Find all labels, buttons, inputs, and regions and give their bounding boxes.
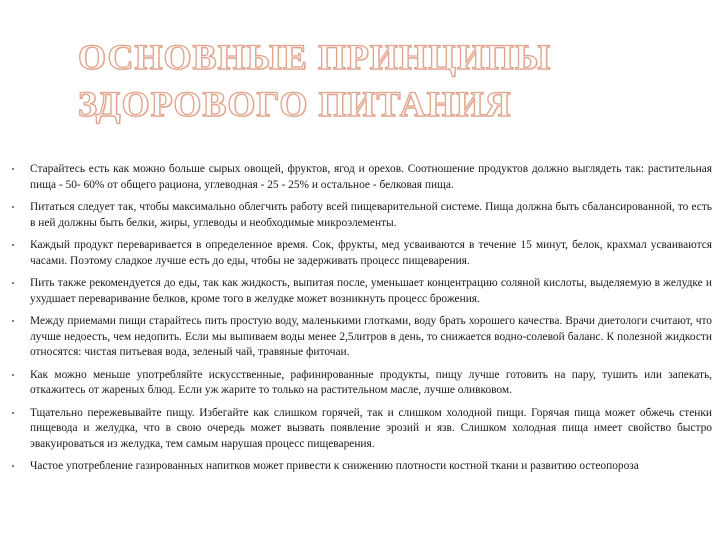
list-item (8, 459, 712, 475)
list-item-text: Между приемами пищи старайтесь пить простую воду, маленькими глотками, воду брать хорошего качества. Врачи диетологи считают, что лучше недоесть, чем недопить. Если мы выпиваем воды менее 2,5литров в день, то снижается водно-солевой баланс. К полезной жидкости относятся: чистая питьевая вода, зеленый чай, травяные фиточаи. (30, 315, 712, 358)
list-item-text: Каждый продукт переваривается в определенное время. Сок, фрукты, мед усваиваются в течение 15 минут, белок, крахмал усваиваются часами. Поэтому сладкое лучше есть до еды, чтобы не задерживать процесс пищеварения. (30, 239, 712, 267)
list-item-text: Питаться следует так, чтобы максимально облегчить работу всей пищеварительной системе. Пища должна быть сбалансированной, то есть в ней должны быть белки, жиры, углеводы и необходимые микроэлементы. (30, 201, 712, 229)
bullet-icon: • (11, 203, 15, 212)
title-line-1: ОСНОВНЫЕ ПРИНЦИПЫ (78, 37, 552, 77)
bullet-icon: • (11, 462, 15, 471)
list-item (8, 200, 712, 231)
bullet-icon: • (11, 241, 15, 250)
bullet-icon: • (11, 317, 15, 326)
bullet-icon: • (11, 370, 15, 380)
list-item (8, 406, 712, 453)
list-item (8, 368, 712, 399)
bullet-icon: • (11, 408, 15, 418)
list-item-text: Частое употребление газированных напитков может привести к снижению плотности костной ткани и развитию остеопороза (30, 460, 639, 472)
list-item-text: Тщательно пережевывайте пищу. Избегайте как слишком горячей, так и слишком холодной пищи. Горячая пища может обжечь стенки пищевода и желудка, что в свою очередь может вызвать появление эрозий и язв. Слишком холодная пища имеет свойство быстро эвакуироваться из желудка, тем самым нарушая процесс пищеварения. (30, 406, 712, 450)
principles-list (8, 162, 712, 482)
page-title (78, 34, 638, 128)
bullet-icon: • (11, 279, 15, 288)
list-item-text: Пить также рекомендуется до еды, так как жидкость, выпитая после, уменьшает концентрацию соляной кислоты, выделяемую в желудке и ухудшает переваривание белков, кроме того в желудке может возникнуть процесс брожения. (30, 277, 712, 305)
list-item (8, 162, 712, 193)
title-line-2: ЗДОРОВОГО ПИТАНИЯ (78, 84, 512, 124)
list-item (8, 238, 712, 269)
list-item (8, 314, 712, 361)
list-item-text: Старайтесь есть как можно больше сырых овощей, фруктов, ягод и орехов. Соотношение продуктов должно выглядеть так: растительная пища - 50- 60% от общего рациона, углеводная - 25 - 25% и остальное - белковая пища. (30, 163, 712, 191)
list-item-text: Как можно меньше употребляйте искусственные, рафинированные продукты, пищу лучше готовить на пару, тушить или запекать, откажитесь от жареных блюд. Если уж жарите то только на растительном масле, лучше оливковом. (30, 368, 712, 396)
list-item (8, 276, 712, 307)
bullet-icon: • (11, 165, 15, 174)
